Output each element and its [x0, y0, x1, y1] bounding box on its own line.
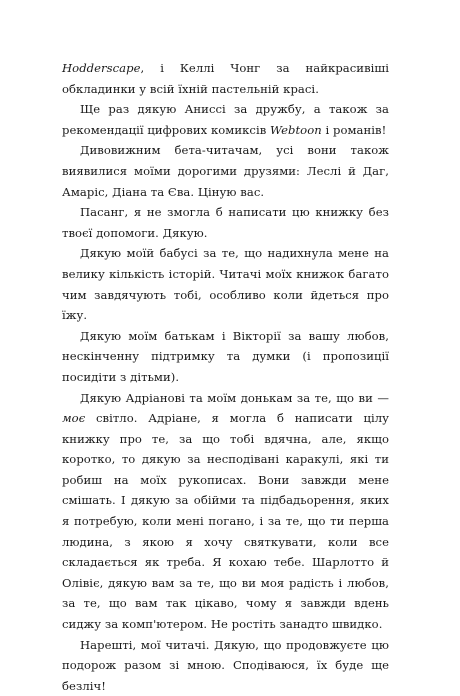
paragraph: [62, 140, 389, 202]
paragraph: [62, 388, 389, 635]
text-segment: Дякую моїм батькам і Вікторії за вашу любов, нескінченну підтримку та думки (і пропозиції посидіти з дітьми).: [62, 328, 389, 384]
acknowledgements-text: [62, 58, 389, 696]
text-segment: Дякую моїй бабусі за те, що надихнула мене на велику кількість історій. Читачі моїх книжок багато чим завдячують тобі, особливо коли йдеться про їжу.: [62, 246, 389, 323]
text-segment: Нарешті, мої читачі. Дякую, що продовжуєте цю подорож разом зі мною. Сподіваюся, їх буде ще безліч!: [62, 637, 389, 693]
text-segment: , і Келлі Чонг за найкрасивіші обкладинки у всій їхній пастельній красі.: [62, 61, 389, 96]
text-segment: моє: [62, 411, 86, 426]
text-segment: Дивовижним бета-читачам, усі вони також виявилися моїми дорогими друзями: Леслі й Даг, Амаріс, Діана та Єва. Ціную вас.: [62, 143, 389, 199]
paragraph: [62, 99, 389, 140]
text-segment: світло. Адріане, я могла б написати цілу книжку про те, за що тобі вдячна, але, якщо коротко, то дякую за несподівані каракулі, які ти робиш на моїх рукописах. Вони завжди мене смішать. І дякую за обійми та підбадьорення, яких я потребую, коли мені погано, і за те, що ти перша людина, з якою я хочу святкувати, коли все складається як треба. Я кохаю тебе. Шарлотто й Олівіє, дякую вам за те, що ви моя радість і любов, за те, що вам так цікаво, чому я завжди вдень сиджу за комп'ютером. Не ростіть занадто швидко.: [62, 411, 389, 632]
text-segment: Webtoon: [270, 122, 322, 137]
paragraph: [62, 635, 389, 696]
paragraph: [62, 58, 389, 99]
text-segment: Ще раз дякую Аниссі за дружбу, а також за рекомендації цифрових комиксів: [62, 102, 389, 137]
paragraph: [62, 326, 389, 388]
text-segment: і романів!: [321, 122, 387, 137]
text-segment: Пасанг, я не змогла б написати цю книжку без твоєї допомоги. Дякую.: [62, 205, 389, 240]
text-segment: Hodderscape: [62, 61, 141, 75]
paragraph: [62, 243, 389, 325]
text-segment: Дякую Адріанові та моїм донькам за те, що ви —: [80, 390, 389, 405]
paragraph: [62, 202, 389, 243]
